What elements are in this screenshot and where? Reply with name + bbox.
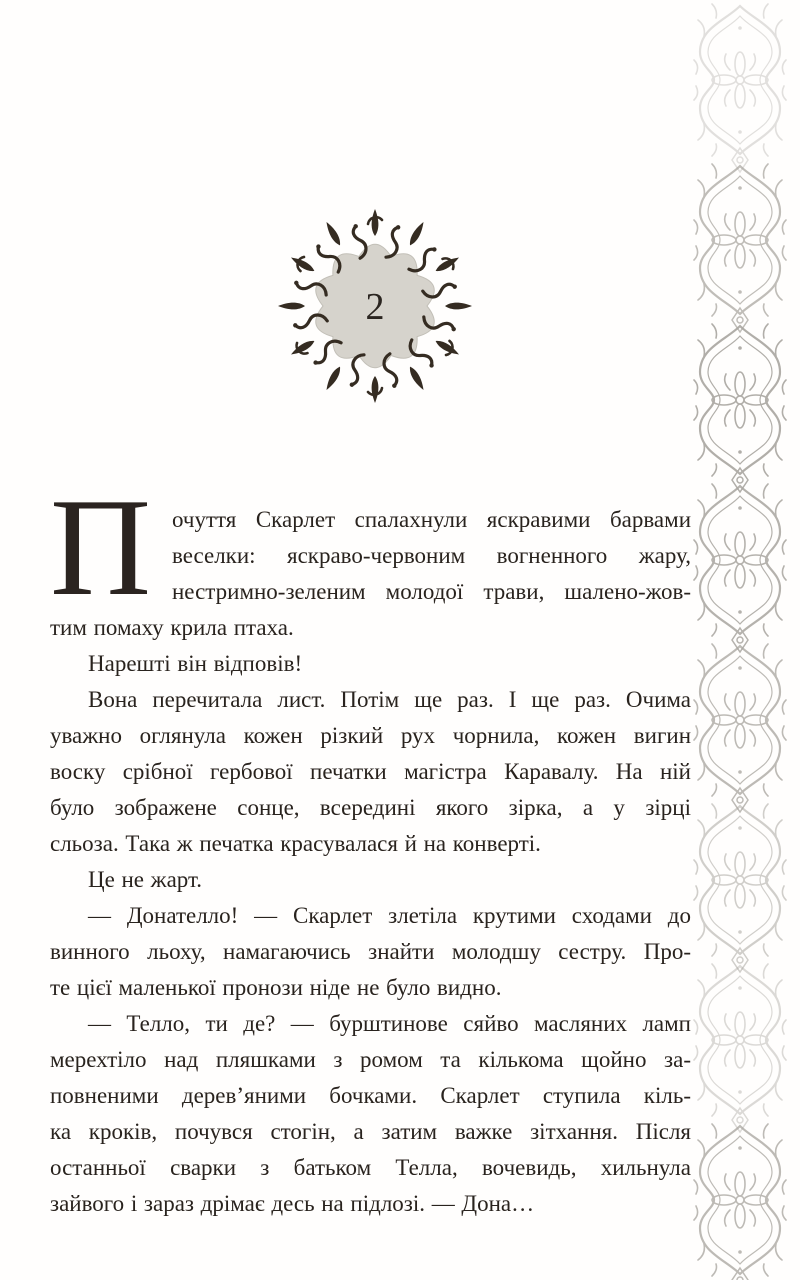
text-line: те цієї маленької пронози ніде не було видно. bbox=[50, 975, 502, 1000]
paragraph bbox=[50, 682, 691, 862]
paragraph bbox=[50, 646, 691, 682]
page-border-ornament-icon bbox=[688, 0, 792, 1280]
body-text bbox=[50, 470, 691, 1222]
text-line: — Донателло! — Скарлет злетіла крутими сходами до bbox=[88, 903, 691, 928]
text-line: мерехтіло над пляшками з ромом та кількома щойно за- bbox=[50, 1047, 691, 1072]
paragraph bbox=[50, 862, 691, 898]
text-line: уважно оглянула кожен різкий рух чорнила, кожен вигин bbox=[50, 723, 691, 748]
text-line: нестримно-зеленим молодої трави, шалено-жов- bbox=[172, 579, 691, 604]
text-line: сльоза. Така ж печатка красувалася й на конверті. bbox=[50, 831, 541, 856]
paragraph bbox=[50, 898, 691, 1006]
text-line: тим помаху крила птаха. bbox=[50, 615, 294, 640]
text-line: останньої сварки з батьком Телла, вочевидь, хильнула bbox=[50, 1155, 691, 1180]
text-line: очуття Скарлет спалахнули яскравими барвами bbox=[172, 507, 691, 532]
text-line: веселки: яскраво-червоним вогненного жару, bbox=[172, 543, 691, 568]
text-line: повненими дерев’яними бочками. Скарлет ступила кіль- bbox=[50, 1083, 691, 1108]
chapter-number: 2 bbox=[365, 286, 385, 328]
drop-cap: П bbox=[50, 470, 152, 625]
text-line: ка кроків, почувся стогін, а затим важке зітхання. Після bbox=[50, 1119, 691, 1144]
text-line: — Телло, ти де? — бурштинове сяйво масляних ламп bbox=[88, 1011, 691, 1036]
text-line: було зображене сонце, всередині якого зірка, а у зірці bbox=[50, 795, 691, 820]
text-line: винного льоху, намагаючись знайти молодшу сестру. Про- bbox=[50, 939, 691, 964]
text-line: Це не жарт. bbox=[88, 867, 203, 892]
text-line: Нарешті він відповів! bbox=[88, 651, 303, 676]
text-line: зайвого і зараз дрімає десь на підлозі. — Дона… bbox=[50, 1191, 535, 1216]
chapter-ornament-icon bbox=[277, 208, 473, 404]
text-line: воску срібної гербової печатки магістра Каравалу. На ній bbox=[50, 759, 691, 784]
paragraph bbox=[50, 1006, 691, 1222]
text-line: Вона перечитала лист. Потім ще раз. І ще раз. Очима bbox=[88, 687, 691, 712]
